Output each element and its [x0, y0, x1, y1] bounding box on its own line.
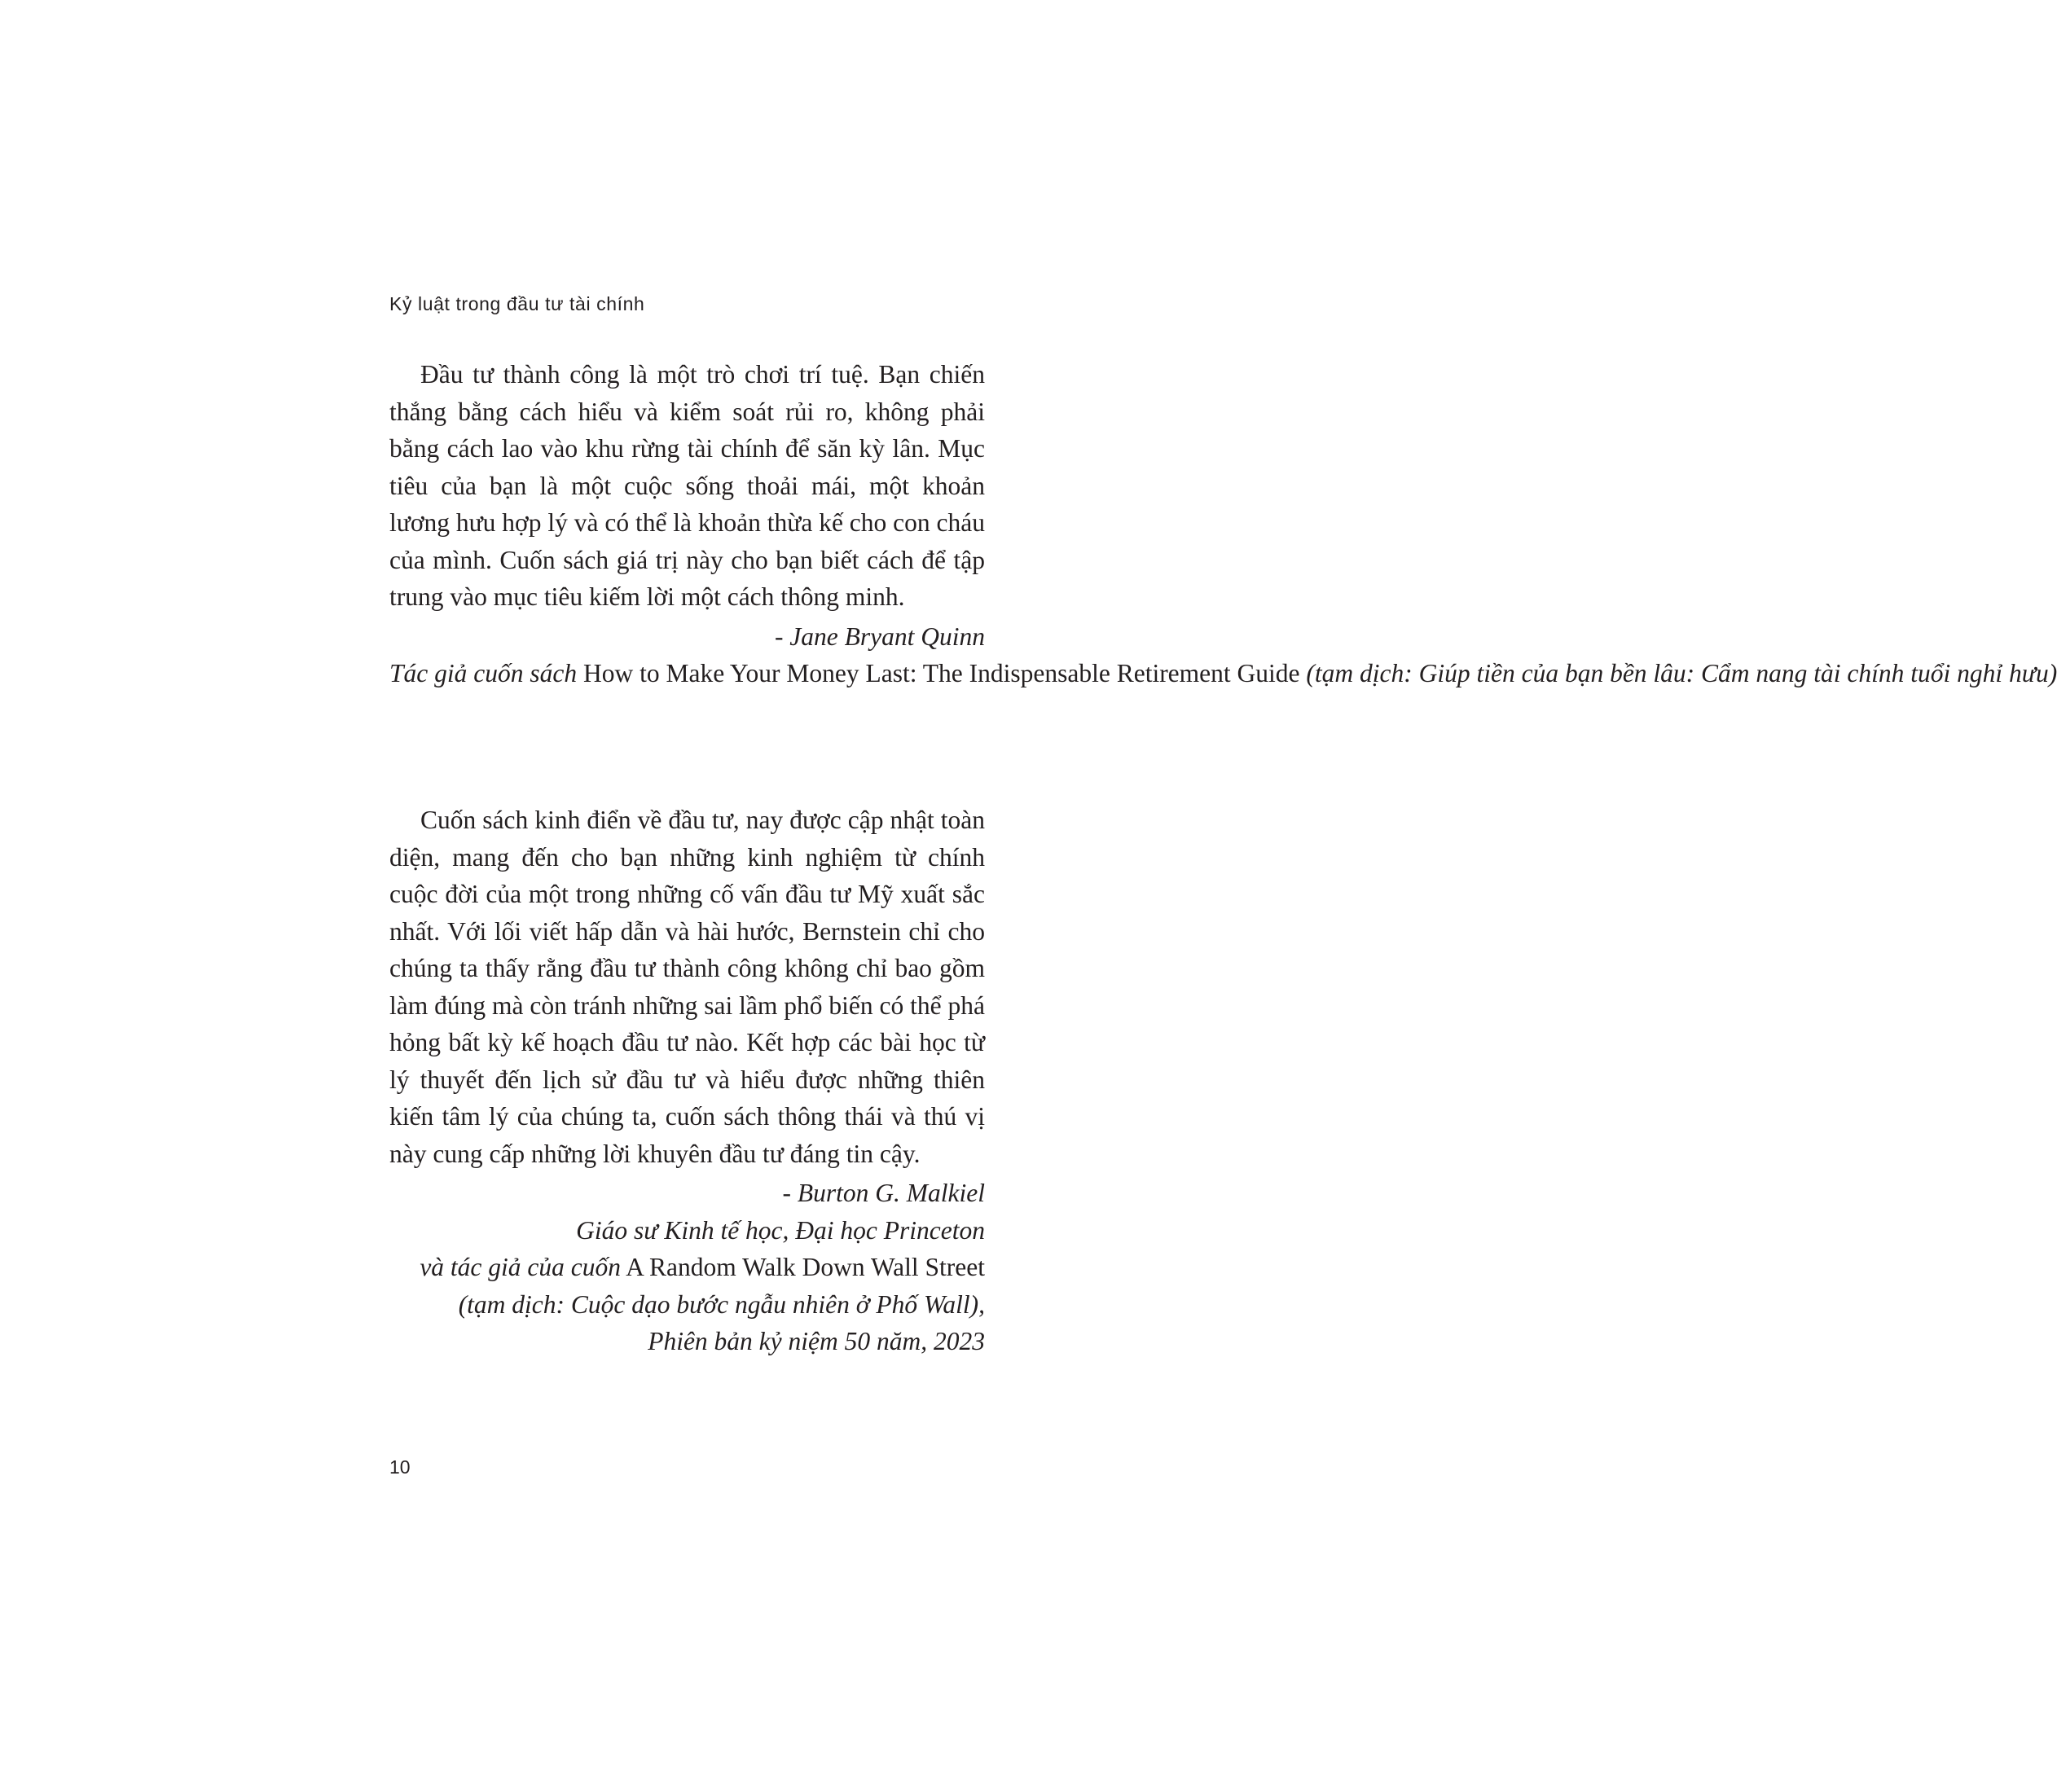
attribution-author: - Jane Bryant Quinn	[774, 621, 985, 651]
blurb-paragraph: Cuốn sách kinh điển về đầu tư, nay được cập nhật toàn diện, mang đến cho bạn những kinh nghiệm từ chính cuộc đời của một trong những cố vấn đầu tư Mỹ xuất sắc nhất. Với lối viết hấp dẫn và hài hước, Bernstein chỉ cho chúng ta thấy rằng đầu tư thành công không chỉ bao gồm làm đúng mà còn tránh những sai lầm phổ biến có thể phá hỏng bất kỳ kế hoạch đầu tư nào. Kết hợp các bài học từ lý thuyết đến lịch sử đầu tư và hiểu được những thiên kiến tâm lý của chúng ta, cuốn sách thông thái và thú vị này cung cấp những lời khuyên đầu tư đáng tin cậy.	[389, 806, 985, 1168]
attribution	[389, 1175, 985, 1360]
page-number: 10	[389, 1456, 411, 1478]
attribution-book-title: How to Make Your Money Last: The Indispensable Retirement Guide	[582, 659, 1300, 687]
attribution-credit	[389, 655, 2057, 692]
attribution-credit	[389, 1249, 985, 1286]
running-header: Kỷ luật trong đầu tư tài chính	[389, 293, 645, 314]
attribution-role: Tác giả cuốn sách	[389, 659, 578, 687]
attribution-role: và tác giả của cuốn	[420, 1253, 621, 1281]
blurb-quinn	[389, 356, 2057, 692]
blurb-malkiel	[389, 802, 985, 1360]
attribution-translation: (tạm dịch: Cuộc dạo bước ngẫu nhiên ở Phố Wall),	[458, 1289, 985, 1319]
attribution-edition: Phiên bản kỷ niệm 50 năm, 2023	[648, 1327, 985, 1355]
attribution-affiliation: Giáo sư Kinh tế học, Đại học Princeton	[576, 1215, 985, 1245]
attribution-translation: (tạm dịch: Giúp tiền của bạn bền lâu: Cẩm nang tài chính tuổi nghỉ hưu)	[1306, 659, 2057, 687]
blurb-paragraph: Đầu tư thành công là một trò chơi trí tuệ. Bạn chiến thắng bằng cách hiểu và kiểm soát rủi ro, không phải bằng cách lao vào khu rừng tài chính để săn kỳ lân. Mục tiêu của bạn là một cuộc sống thoải mái, một khoản lương hưu hợp lý và có thể là khoản thừa kế cho con cháu của mình. Cuốn sách giá trị này cho bạn biết cách để tập trung vào mục tiêu kiếm lời một cách thông minh.	[389, 360, 985, 611]
attribution-author: - Burton G. Malkiel	[782, 1179, 985, 1207]
attribution	[389, 618, 2057, 692]
attribution-book-title: A Random Walk Down Wall Street	[626, 1253, 985, 1281]
